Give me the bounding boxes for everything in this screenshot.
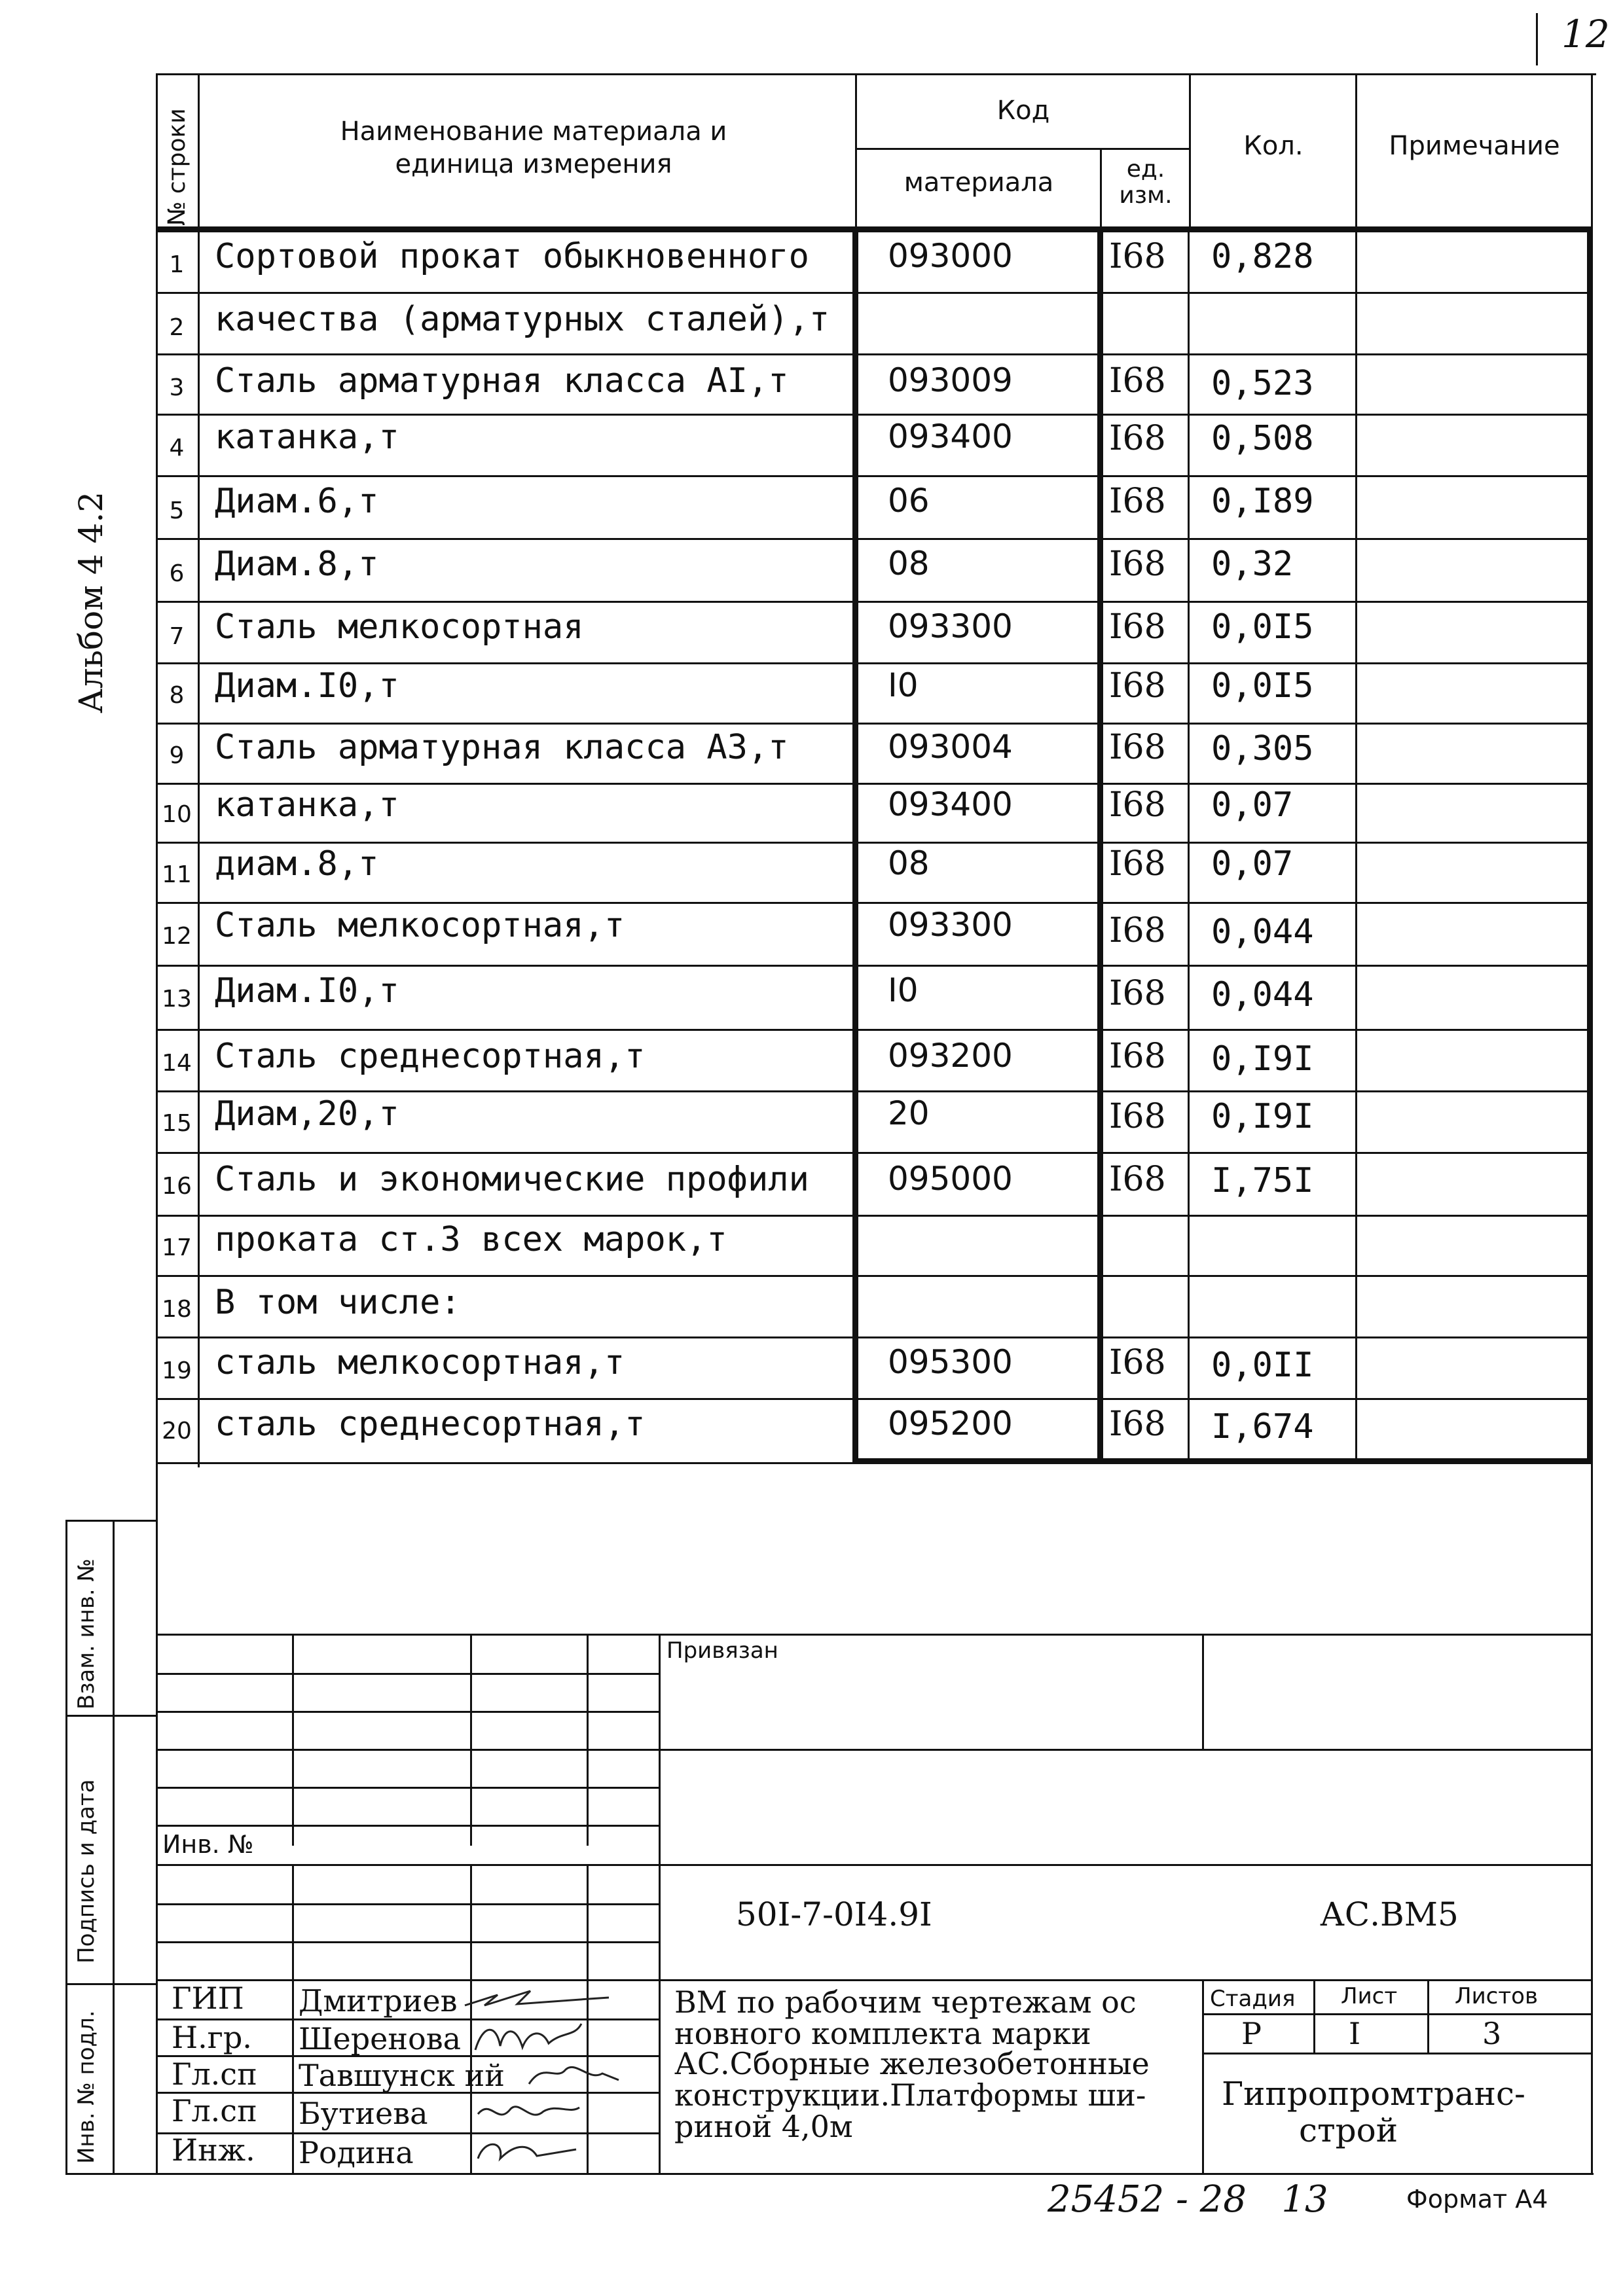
row-qty: 0,I9I bbox=[1211, 1039, 1314, 1079]
row-name: Сталь арматурная класса AI,т bbox=[215, 361, 789, 401]
row-name: Сталь мелкосортная bbox=[215, 607, 584, 647]
row-number: 16 bbox=[162, 1173, 192, 1200]
row-name: сталь среднесортная,т bbox=[215, 1405, 646, 1444]
row-unit: I68 bbox=[1109, 482, 1166, 521]
role: Н.гр. bbox=[172, 2020, 252, 2055]
row-code: 093200 bbox=[888, 1037, 1013, 1075]
signature-2 bbox=[470, 2017, 588, 2056]
row-name: Диам.6,т bbox=[215, 482, 379, 521]
row-unit: I68 bbox=[1109, 607, 1166, 647]
role: Гл.сп bbox=[172, 2093, 257, 2128]
row-qty: 0,828 bbox=[1211, 237, 1314, 276]
person-name: Бутиева bbox=[299, 2096, 428, 2131]
stage-value: Р bbox=[1241, 2016, 1262, 2051]
row-code: 093000 bbox=[888, 237, 1013, 275]
row-number: 20 bbox=[162, 1418, 192, 1444]
row-unit: I68 bbox=[1109, 1343, 1166, 1382]
row-code: 093300 bbox=[888, 607, 1013, 645]
description-line: ВМ по рабочим чертежам ос bbox=[674, 1984, 1137, 2020]
row-name: Диам.I0,т bbox=[215, 971, 399, 1011]
row-name: катанка,т bbox=[215, 785, 399, 825]
row-unit: I68 bbox=[1109, 844, 1166, 884]
row-number: 9 bbox=[169, 742, 185, 769]
row-code: 095000 bbox=[888, 1160, 1013, 1198]
row-code: 20 bbox=[888, 1094, 930, 1132]
row-qty: 0,305 bbox=[1211, 729, 1314, 768]
row-unit: I68 bbox=[1109, 1097, 1166, 1136]
row-name: катанка,т bbox=[215, 418, 399, 457]
row-name: Сталь среднесортная,т bbox=[215, 1037, 646, 1076]
row-name: проката ст.3 всех марок,т bbox=[215, 1220, 727, 1259]
row-name: диам.8,т bbox=[215, 844, 379, 884]
inv-podl-label: Инв. № подл. bbox=[73, 2010, 100, 2164]
row-qty: 0,I9I bbox=[1211, 1097, 1314, 1136]
header-row-no: № строки bbox=[164, 108, 191, 226]
header-name-line1: Наименование материала и bbox=[340, 117, 727, 147]
row-number: 18 bbox=[162, 1296, 192, 1323]
row-name: Сталь арматурная класса A3,т bbox=[215, 728, 789, 767]
row-number: 4 bbox=[169, 435, 185, 461]
organization-line1: Гипропромтранс- bbox=[1222, 2075, 1525, 2113]
row-qty: 0,0II bbox=[1211, 1346, 1314, 1385]
podpis-data-label: Подпись и дата bbox=[73, 1779, 100, 1964]
sheet-label: Лист bbox=[1341, 1983, 1398, 2009]
person-name: Шеренова bbox=[299, 2021, 462, 2056]
row-unit: I68 bbox=[1109, 419, 1166, 458]
row-number: 10 bbox=[162, 801, 192, 828]
person-name: Родина bbox=[299, 2135, 414, 2170]
row-number: 19 bbox=[162, 1357, 192, 1384]
inv-no-label: Инв. № bbox=[162, 1830, 254, 1859]
row-qty: 0,044 bbox=[1211, 912, 1314, 952]
header-code-unit-l2: изм. bbox=[1119, 182, 1173, 209]
row-qty: 0,0I5 bbox=[1211, 666, 1314, 706]
row-unit: I68 bbox=[1109, 728, 1166, 767]
row-qty: 0,07 bbox=[1211, 844, 1294, 884]
row-code: 08 bbox=[888, 545, 930, 583]
handwritten-archive-number: 25452 - 28 13 bbox=[1048, 2178, 1328, 2221]
header-code-material: материала bbox=[903, 168, 1054, 198]
organization-line2: строй bbox=[1299, 2111, 1398, 2149]
sheet-value: I bbox=[1349, 2016, 1361, 2051]
description-line: АС.Сборные железобетонные bbox=[674, 2046, 1150, 2081]
sheet-number-handwritten: 12 bbox=[1561, 12, 1610, 56]
row-unit: I68 bbox=[1109, 361, 1166, 401]
description-line: новного комплекта марки bbox=[674, 2016, 1091, 2051]
row-unit: I68 bbox=[1109, 785, 1166, 825]
format-label: Формат А4 bbox=[1406, 2185, 1548, 2214]
row-name: качества (арматурных сталей),т bbox=[215, 300, 830, 339]
row-name: Сталь мелкосортная,т bbox=[215, 906, 625, 945]
row-unit: I68 bbox=[1109, 237, 1166, 276]
row-unit: I68 bbox=[1109, 911, 1166, 950]
row-number: 5 bbox=[169, 497, 185, 524]
document-mark: АС.ВМ5 bbox=[1320, 1895, 1459, 1933]
row-code: 095200 bbox=[888, 1405, 1013, 1443]
document-code: 50I-7-0I4.9I bbox=[736, 1895, 932, 1933]
row-name: Диам,20,т bbox=[215, 1094, 399, 1134]
row-name: Сталь и экономические профили bbox=[215, 1160, 809, 1199]
row-code: 095300 bbox=[888, 1343, 1013, 1381]
header-qty: Кол. bbox=[1243, 131, 1304, 161]
row-unit: I68 bbox=[1109, 545, 1166, 584]
signature-3 bbox=[524, 2055, 622, 2092]
vzam-inv-label: Взам. инв. № bbox=[73, 1558, 100, 1710]
stage-label: Стадия bbox=[1210, 1986, 1296, 2012]
header-code: Код bbox=[996, 96, 1050, 126]
row-qty: I,75I bbox=[1211, 1161, 1314, 1200]
row-unit: I68 bbox=[1109, 666, 1166, 706]
row-qty: 0,07 bbox=[1211, 785, 1294, 825]
row-code: 093300 bbox=[888, 906, 1013, 944]
row-name: Диам.I0,т bbox=[215, 666, 399, 706]
header-name-line2: единица измерения bbox=[395, 149, 672, 179]
row-name: Сортовой прокат обыкновенного bbox=[215, 237, 809, 276]
row-code: 093004 bbox=[888, 728, 1013, 766]
row-number: 8 bbox=[169, 682, 185, 709]
sheets-label: Листов bbox=[1455, 1983, 1539, 2009]
row-code: 06 bbox=[888, 482, 930, 520]
role: Гл.сп bbox=[172, 2056, 257, 2092]
row-qty: 0,508 bbox=[1211, 419, 1314, 458]
row-number: 15 bbox=[162, 1110, 192, 1137]
row-name: сталь мелкосортная,т bbox=[215, 1343, 625, 1382]
row-unit: I68 bbox=[1109, 1405, 1166, 1444]
album-label: Альбом 4 4.2 bbox=[72, 491, 110, 713]
sheets-value: 3 bbox=[1482, 2016, 1502, 2051]
row-qty: 0,523 bbox=[1211, 364, 1314, 403]
row-name: Диам.8,т bbox=[215, 545, 379, 584]
row-number: 1 bbox=[169, 251, 185, 278]
row-number: 17 bbox=[162, 1234, 192, 1261]
row-code: I0 bbox=[888, 666, 919, 704]
row-code: 093009 bbox=[888, 361, 1013, 399]
row-qty: I,674 bbox=[1211, 1407, 1314, 1446]
row-code: 08 bbox=[888, 844, 930, 882]
person-name: Дмитриев bbox=[299, 1983, 458, 2018]
role: ГИП bbox=[172, 1981, 244, 2016]
row-unit: I68 bbox=[1109, 974, 1166, 1013]
row-number: 3 bbox=[169, 374, 185, 401]
row-qty: 0,0I5 bbox=[1211, 607, 1314, 647]
row-unit: I68 bbox=[1109, 1160, 1166, 1199]
role: Инж. bbox=[172, 2132, 255, 2168]
row-qty: 0,32 bbox=[1211, 545, 1294, 584]
signature-4 bbox=[471, 2094, 583, 2131]
row-code: 093400 bbox=[888, 418, 1013, 456]
row-number: 6 bbox=[169, 560, 185, 587]
person-name: Тавшунск ий bbox=[299, 2058, 505, 2093]
description-line: конструкции.Платформы ши- bbox=[674, 2077, 1146, 2113]
row-unit: I68 bbox=[1109, 1037, 1166, 1076]
row-number: 2 bbox=[169, 314, 185, 341]
row-qty: 0,I89 bbox=[1211, 482, 1314, 521]
header-code-unit-l1: ед. bbox=[1126, 156, 1165, 183]
row-number: 12 bbox=[162, 923, 192, 950]
row-number: 11 bbox=[162, 861, 192, 888]
signature-1 bbox=[458, 1983, 615, 2016]
header-note: Примечание bbox=[1389, 131, 1560, 161]
row-code: I0 bbox=[888, 971, 919, 1009]
privyazan-label: Привязан bbox=[666, 1638, 778, 1664]
row-qty: 0,044 bbox=[1211, 975, 1314, 1014]
row-number: 13 bbox=[162, 986, 192, 1013]
row-number: 14 bbox=[162, 1050, 192, 1077]
row-name: В том числе: bbox=[215, 1283, 461, 1322]
row-code: 093400 bbox=[888, 785, 1013, 823]
row-number: 7 bbox=[169, 623, 185, 650]
signature-5 bbox=[471, 2132, 583, 2169]
description-line: риной 4,0м bbox=[674, 2109, 853, 2144]
